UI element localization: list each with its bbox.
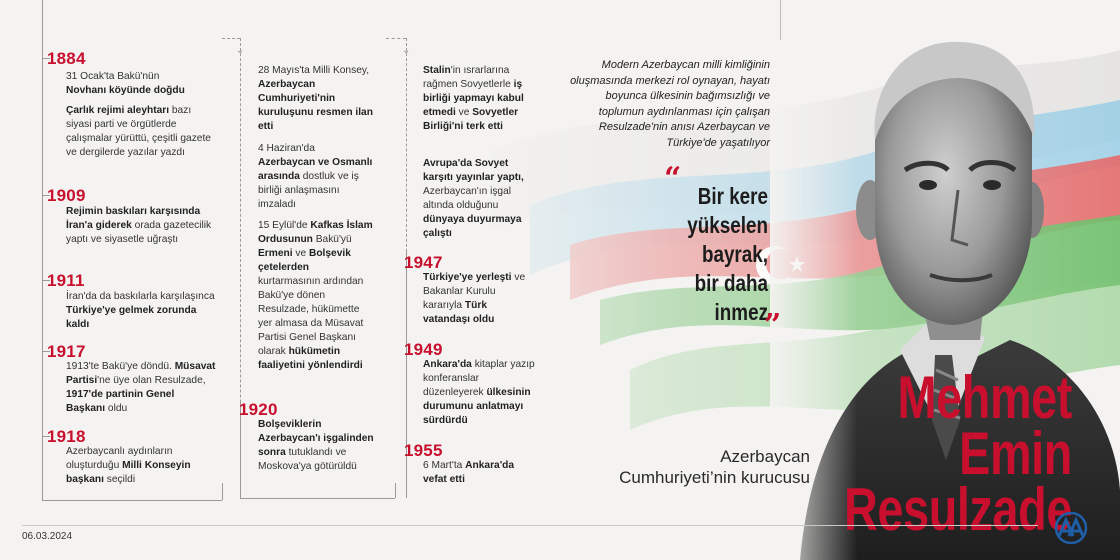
quote-line: Bir kere: [697, 183, 768, 209]
year-tick: [42, 195, 50, 196]
event-1917: 1913'te Bakü'ye döndü. Müsavat Partisi'ne üye olan Resulzade, 1917'de partinin Genel Başkanı oldu: [66, 361, 216, 414]
publish-date: 06.03.2024: [22, 531, 73, 542]
year-tick: [42, 58, 50, 59]
footer-divider: [22, 525, 1038, 526]
quote-line: bayrak,: [701, 241, 768, 267]
person-name: [782, 364, 1072, 543]
event-1918-may: 28 Mayıs'ta Milli Konsey, Azerbaycan Cumhuriyeti'nin kuruluşunu resmen ilan etti: [258, 65, 373, 132]
event-soviet-refusal: Stalin'in ısrarlarına rağmen Sovyetlerle iş birliği yapmayı kabul etmedi ve Sovyetler Birliği'ni terk etti: [423, 65, 524, 132]
year-1918: 1918: [47, 427, 86, 446]
timeline-connector-1: [42, 500, 222, 501]
name-line-2: Resulzade: [844, 476, 1072, 543]
year-1920: 1920: [239, 400, 278, 419]
year-tick: [42, 436, 50, 437]
quote-line: yükselen: [687, 212, 768, 238]
timeline-connector-4: [386, 38, 406, 39]
year-1947: 1947: [404, 253, 443, 272]
year-1884: 1884: [47, 49, 86, 68]
open-quote-icon: “: [664, 161, 682, 196]
event-1909: Rejimin baskıları karşısında İran'a giderek orada gazetecilik yaptı ve siyasetle uğraştı: [66, 206, 212, 245]
event-1955: 6 Mart'ta Ankara'da vefat etti: [423, 460, 515, 485]
year-1955: 1955: [404, 441, 443, 460]
year-1917: 1917: [47, 342, 86, 361]
aa-logo-icon: [1052, 512, 1090, 544]
timeline-rail-1: [42, 0, 43, 500]
quote-line: bir daha: [694, 270, 768, 296]
top-divider: [780, 0, 781, 40]
quote-text: [663, 182, 768, 327]
event-1920: Bolşeviklerin Azerbaycan'ı işgalinden sonra tutuklandı ve Moskova'ya götürüldü: [258, 419, 374, 472]
event-1918-september: 15 Eylül'de Kafkas İslam Ordusunun Bakü'yü Ermeni ve Bolşevik çetelerden kurtarmasının ardından Bakü'ye dönen Resulzade, hükümette yer almasa da Müsavat Partisi Genel Başkanı olarak hükümetin faaliyetini yönlendirdi: [258, 220, 373, 371]
close-quote-icon: ”: [764, 308, 782, 343]
event-1884: 31 Ocak'ta Bakü'nün Novhanı köyünde doğdu Çarlık rejimi aleyhtarı bazı siyasi parti ve örgütlerde çalışmalar yürüttü, çeşitli gazete ve dergilerde yazılar yazdı: [66, 71, 211, 158]
subtitle-line-1: Azerbaycan: [720, 447, 810, 466]
event-1947: Türkiye'ye yerleşti ve Bakanlar Kurulu kararıyla Türk vatandaşı oldu: [423, 272, 526, 325]
event-1911: İran'da da baskılarla karşılaşınca Türkiye'ye gelmek zorunda kaldı: [66, 291, 215, 330]
timeline-connector-2: [222, 38, 240, 39]
timeline-connector-3b: [395, 483, 396, 498]
intro-text: Modern Azerbaycan milli kimliğinin oluşmasında merkezi rol oynayan, hayatı boyunca ülkesinin bağımsızlığı ve toplumun aydınlanması için çalışan Resulzade'nin anısı Azerbaycan ve Türkiye'de yaşatılıyor: [570, 59, 770, 149]
year-1911: 1911: [47, 271, 85, 290]
timeline-connector-3: [240, 498, 395, 499]
name-line-1: Mehmet Emin: [897, 364, 1072, 487]
subtitle-line-2: Cumhuriyeti’nin kurucusu: [619, 468, 810, 487]
year-1909: 1909: [47, 186, 86, 205]
year-tick: [42, 351, 50, 352]
timeline-connector-1b: [222, 483, 223, 500]
event-europe: Avrupa'da Sovyet karşıtı yayınlar yaptı, Azerbaycan'ın işgal altında olduğunu dünyaya duyurmaya çalıştı: [423, 158, 524, 239]
subtitle: [560, 446, 810, 488]
event-1918-june: 4 Haziran'da Azerbaycan ve Osmanlı arasında dostluk ve iş birliği anlaşmasını imzaladı: [258, 143, 373, 210]
year-1949: 1949: [404, 340, 443, 359]
year-tick: [42, 280, 50, 281]
event-1918: Azerbaycanlı aydınların oluşturduğu Milli Konseyin başkanı seçildi: [66, 446, 191, 485]
down-arrow-icon: ⌄: [236, 45, 245, 56]
quote-line: inmez: [714, 299, 768, 325]
down-arrow-icon: ⌄: [402, 45, 411, 56]
event-1949: Ankara'da kitaplar yazıp konferanslar düzenleyerek ülkesinin durumunu anlatmayı sürdürdü: [423, 359, 535, 426]
